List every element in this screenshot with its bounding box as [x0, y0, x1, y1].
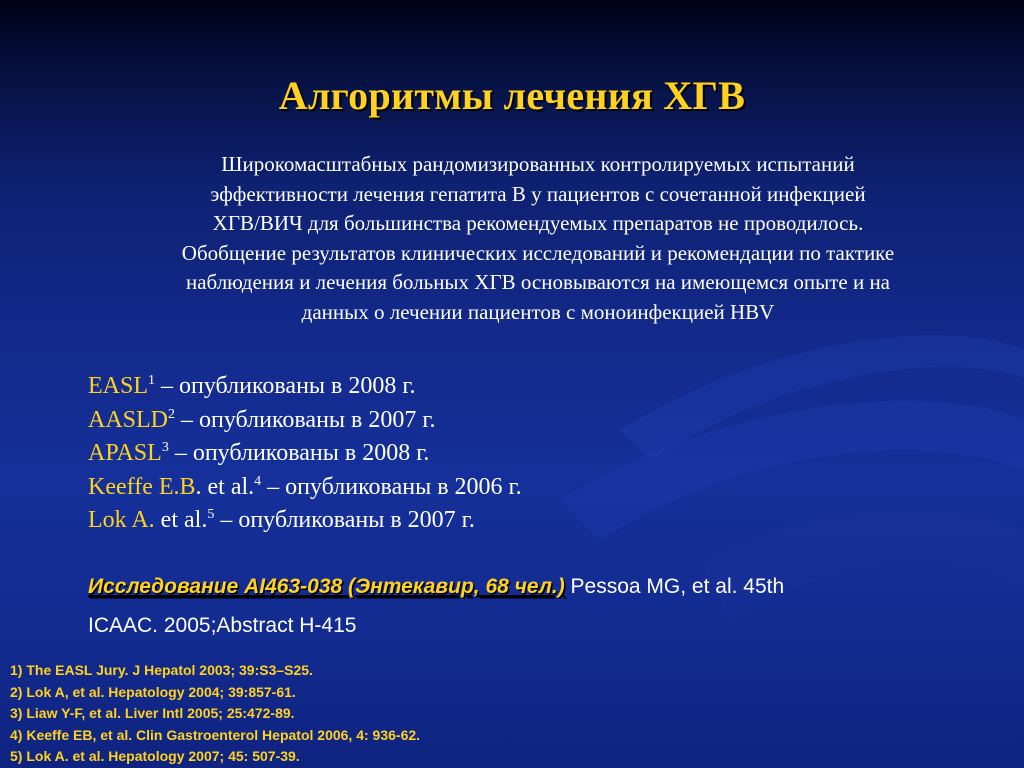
- reference-item: 2) Lok A, et al. Hepatology 2004; 39:857-61.: [10, 683, 296, 700]
- guideline-item-easl: [88, 370, 522, 404]
- guideline-text: – опубликованы в 2007 г.: [175, 406, 436, 433]
- guideline-ref-number: 1: [148, 373, 155, 388]
- study-citation-line-2: ICAAC. 2005;Abstract H-415: [88, 614, 357, 637]
- reference-item: 3) Liaw Y-F, et al. Liver Intl 2005; 25:472-89.: [10, 705, 295, 722]
- reference-item: 5) Lok A. et al. Hepatology 2007; 45: 507-39.: [10, 748, 300, 765]
- reference-item: 4) Keeffe EB, et al. Clin Gastroenterol Hepatol 2006, 4: 936-62.: [10, 726, 421, 743]
- study-line-1: [88, 567, 968, 606]
- intro-line: ХГВ/ВИЧ для большинства рекомендуемых препаратов не проводилось.: [212, 211, 864, 236]
- references-list: [10, 660, 420, 768]
- guideline-etal: . et al.: [195, 473, 255, 500]
- guideline-ref-number: 4: [254, 473, 262, 489]
- guideline-text: – опубликованы в 2008 г.: [168, 440, 430, 466]
- guideline-name: AASLD: [88, 406, 169, 433]
- guideline-text: – опубликованы в 2008 г.: [155, 373, 416, 399]
- guideline-ref-number: 5: [207, 507, 215, 522]
- slide-title: Алгоритмы лечения ХГВ: [278, 73, 746, 118]
- guideline-item-lok: [88, 504, 522, 538]
- intro-line: данных о лечении пациентов с моноинфекцией HBV: [301, 299, 775, 324]
- guideline-name: Lok A.: [88, 507, 155, 533]
- intro-line: Широкомасштабных рандомизированных контролируемых испытаний: [221, 152, 855, 176]
- guideline-item-aasld: [88, 404, 522, 438]
- guideline-ref-number: 3: [161, 440, 169, 455]
- study-label: Исследование AI463-038 (Энтекавир, 68 чел.): [88, 575, 565, 598]
- guideline-text: – опубликованы в 2006 г.: [261, 473, 522, 500]
- intro-paragraph: [92, 150, 984, 328]
- study-citation: [88, 567, 968, 645]
- guideline-item-keeffe: [88, 471, 522, 505]
- reference-item: 1) The EASL Jury. J Hepatol 2003; 39:S3–S25.: [10, 662, 313, 678]
- intro-line: эффективности лечения гепатита В у пациентов с сочетанной инфекцией: [210, 181, 866, 206]
- guideline-etal: et al.: [154, 507, 208, 533]
- study-citation-text: Pessoa MG, et al. 45th: [564, 575, 785, 598]
- intro-line: наблюдения и лечения больных ХГВ основываются на имеющемся опыте и на: [185, 270, 890, 295]
- guideline-name: EASL: [88, 373, 148, 399]
- guideline-item-apasl: [88, 437, 522, 471]
- guideline-name: APASL: [88, 440, 162, 466]
- guideline-ref-number: 2: [168, 406, 176, 422]
- guideline-name: Keeffe E.B: [88, 473, 196, 500]
- guidelines-list: [88, 370, 522, 538]
- intro-line: Обобщение результатов клинических исследований и рекомендации по тактике: [181, 240, 895, 265]
- guideline-text: – опубликованы в 2007 г.: [214, 507, 475, 533]
